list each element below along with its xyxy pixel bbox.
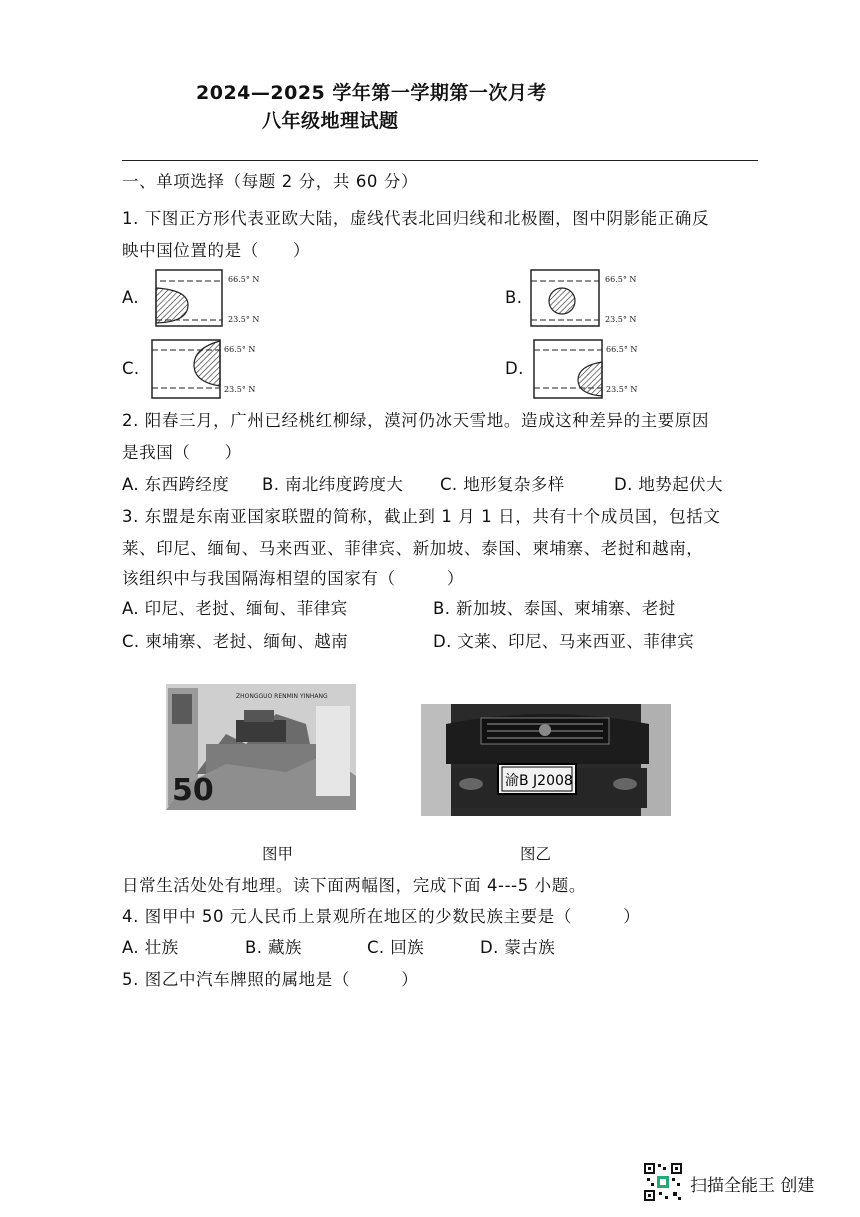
figure-jia-banknote — [166, 684, 356, 810]
q1-a-lat-top: 66.5° N — [228, 275, 260, 284]
exam-title-line1: 2024—2025 学年第一学期第一次月考 — [196, 82, 547, 104]
exam-title-line2: 八年级地理试题 — [262, 110, 399, 132]
q1-option-a-diagram — [150, 268, 270, 328]
q3-line1: 3. 东盟是东南亚国家联盟的简称，截止到 1 月 1 日，共有十个成员国，包括文 — [122, 507, 721, 526]
q2-option-a: A. 东西跨经度 — [122, 475, 230, 494]
q1-option-a-letter: A. — [122, 288, 140, 307]
q1-d-lat-bottom: 23.5° N — [606, 385, 638, 394]
banknote-value: 50 — [172, 773, 214, 808]
q3-option-a: A. 印尼、老挝、缅甸、菲律宾 — [122, 599, 348, 618]
header-divider — [122, 160, 758, 161]
q1-b-lat-bottom: 23.5° N — [605, 315, 637, 324]
banknote-header: ZHONGGUO RENMIN YINHANG — [236, 693, 328, 700]
q1-c-lat-top: 66.5° N — [224, 345, 256, 354]
q1-option-c-letter: C. — [122, 359, 140, 378]
q1-a-lat-bottom: 23.5° N — [228, 315, 260, 324]
section1-heading: 一、单项选择（每题 2 分，共 60 分） — [122, 172, 419, 191]
q4-option-d: D. 蒙古族 — [480, 938, 556, 957]
q2-option-c: C. 地形复杂多样 — [440, 475, 565, 494]
q4-line1: 4. 图甲中 50 元人民币上景观所在地区的少数民族主要是（ ） — [122, 907, 641, 926]
scanner-watermark-text: 扫描全能王 创建 — [690, 1176, 815, 1196]
q1-line1: 1. 下图正方形代表亚欧大陆，虚线代表北回归线和北极圈，图中阴影能正确反 — [122, 209, 710, 228]
qr-code-icon — [643, 1162, 683, 1202]
q1-c-lat-bottom: 23.5° N — [224, 385, 256, 394]
q3-option-b: B. 新加坡、泰国、柬埔寨、老挝 — [433, 599, 676, 618]
q1-option-d-diagram — [528, 338, 648, 400]
q4-option-c: C. 回族 — [367, 938, 425, 957]
q5-line1: 5. 图乙中汽车牌照的属地是（ ） — [122, 970, 419, 989]
q3-option-d: D. 文莱、印尼、马来西亚、菲律宾 — [433, 632, 694, 651]
q1-option-b-diagram — [525, 268, 645, 328]
q1-option-b-letter: B. — [505, 288, 523, 307]
q1-option-c-diagram — [146, 338, 266, 400]
q3-line2: 莱、印尼、缅甸、马来西亚、菲律宾、新加坡、泰国、柬埔寨、老挝和越南， — [122, 539, 704, 558]
q3-option-c: C. 柬埔寨、老挝、缅甸、越南 — [122, 632, 349, 651]
q4-option-b: B. 藏族 — [245, 938, 302, 957]
q2-option-d: D. 地势起伏大 — [614, 475, 723, 494]
q2-line2: 是我国（ ） — [122, 443, 242, 462]
figure-yi-caption: 图乙 — [520, 845, 552, 863]
q2-line1: 2. 阳春三月，广州已经桃红柳绿，漠河仍冰天雪地。造成这种差异的主要原因 — [122, 411, 710, 430]
q2-option-b: B. 南北纬度跨度大 — [262, 475, 404, 494]
q45-intro: 日常生活处处有地理。读下面两幅图，完成下面 4---5 小题。 — [122, 876, 586, 895]
q4-option-a: A. 壮族 — [122, 938, 179, 957]
q1-line2: 映中国位置的是（ ） — [122, 241, 311, 260]
figure-jia-caption: 图甲 — [262, 845, 294, 863]
figure-yi-car — [421, 704, 671, 816]
q1-b-lat-top: 66.5° N — [605, 275, 637, 284]
license-plate-text: 渝B J2008 — [505, 773, 573, 789]
q1-d-lat-top: 66.5° N — [606, 345, 638, 354]
q3-line3: 该组织中与我国隔海相望的国家有（ ） — [122, 569, 464, 588]
q1-option-d-letter: D. — [505, 359, 524, 378]
